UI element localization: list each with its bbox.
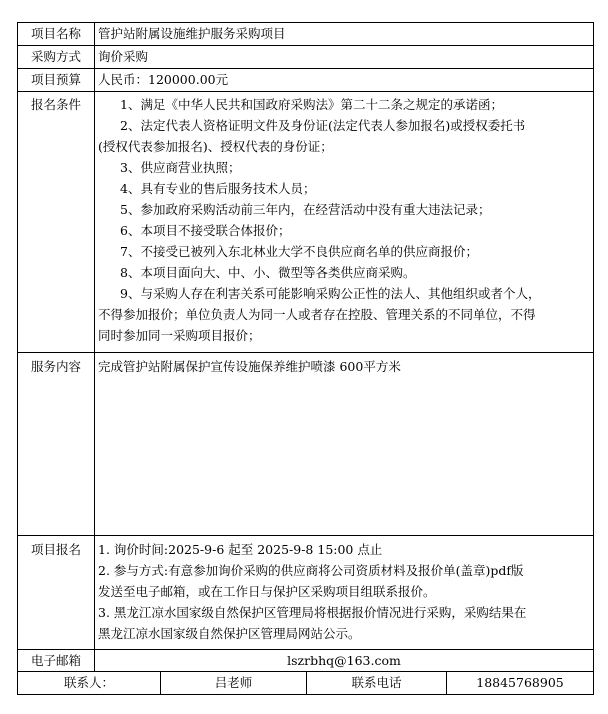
project-name-value: 管护站附属设施维护服务采购项目 — [98, 26, 286, 41]
condition-item: 1、满足《中华人民共和国政府采购法》第二十二条之规定的承诺函； — [120, 97, 503, 112]
condition-item: 4、具有专业的售后服务技术人员； — [120, 181, 316, 196]
label-column-divider — [94, 22, 95, 672]
condition-item: 7、不接受已被列入东北林业大学不良供应商名单的供应商报价； — [120, 244, 478, 259]
project-name-label: 项目名称 — [30, 26, 81, 41]
condition-item-continued: (授权代表参加报名)、授权代表的身份证； — [98, 139, 333, 154]
contact-person-label: 联系人： — [63, 675, 114, 690]
contact-person-value: 吕老师 — [214, 675, 253, 690]
condition-item: 3、供应商营业执照； — [120, 160, 241, 175]
registration-label: 项目报名 — [30, 542, 81, 557]
email-value: lszrbhq@163.com — [287, 653, 401, 668]
conditions-content — [98, 94, 590, 346]
table-border-left — [17, 22, 18, 695]
row-divider — [17, 91, 594, 92]
condition-item: 6、本项目不接受联合体报价； — [120, 223, 291, 238]
row-divider — [17, 535, 594, 536]
budget-value: 人民币：120000.00元 — [98, 72, 229, 87]
condition-item: 9、与采购人存在利害关系可能影响采购公正性的法人、其他组织或者个人， — [120, 286, 541, 301]
contact-phone-label: 联系电话 — [351, 675, 402, 690]
condition-item: 2、法定代表人资格证明文件及身份证(法定代表人参加报名)或授权委托书 — [120, 118, 526, 133]
registration-item: 3. 黑龙江凉水国家级自然保护区管理局将根据报价情况进行采购，采购结果在 — [98, 605, 527, 620]
table-border-right — [593, 22, 594, 695]
registration-item-continued: 发送至电子邮箱，或在工作日与保护区采购项目组联系报价。 — [98, 584, 436, 599]
condition-item-continued: 不得参加报价；单位负责人为同一人或者存在控股、管理关系的不同单位，不得 — [98, 307, 536, 322]
service-label: 服务内容 — [30, 359, 81, 374]
registration-item-continued: 黑龙江凉水国家级自然保护区管理局网站公示。 — [98, 626, 361, 641]
budget-label: 项目预算 — [30, 72, 81, 87]
contact-phone-value: 18845768905 — [476, 675, 564, 690]
registration-item: 2. 参与方式:有意参加询价采购的供应商将公司资质材料及报价单(盖章)pdf版 — [98, 563, 524, 578]
condition-item: 5、参加政府采购活动前三年内，在经营活动中没有重大违法记录； — [120, 202, 491, 217]
row-divider — [17, 352, 594, 353]
service-value: 完成管护站附属保护宣传设施保养维护喷漆 600平方米 — [98, 359, 401, 374]
registration-item: 1. 询价时间:2025-9-6 起至 2025-9-8 15:00 点止 — [98, 542, 383, 557]
condition-item: 8、本项目面向大、中、小、微型等各类供应商采购。 — [120, 265, 416, 280]
email-label: 电子邮箱 — [30, 653, 81, 668]
purchase-method-label: 采购方式 — [30, 49, 81, 64]
conditions-label: 报名条件 — [30, 97, 81, 112]
purchase-method-value: 询价采购 — [98, 49, 149, 64]
condition-item-continued: 同时参加同一采购项目报价； — [98, 328, 261, 343]
registration-content — [98, 539, 590, 644]
